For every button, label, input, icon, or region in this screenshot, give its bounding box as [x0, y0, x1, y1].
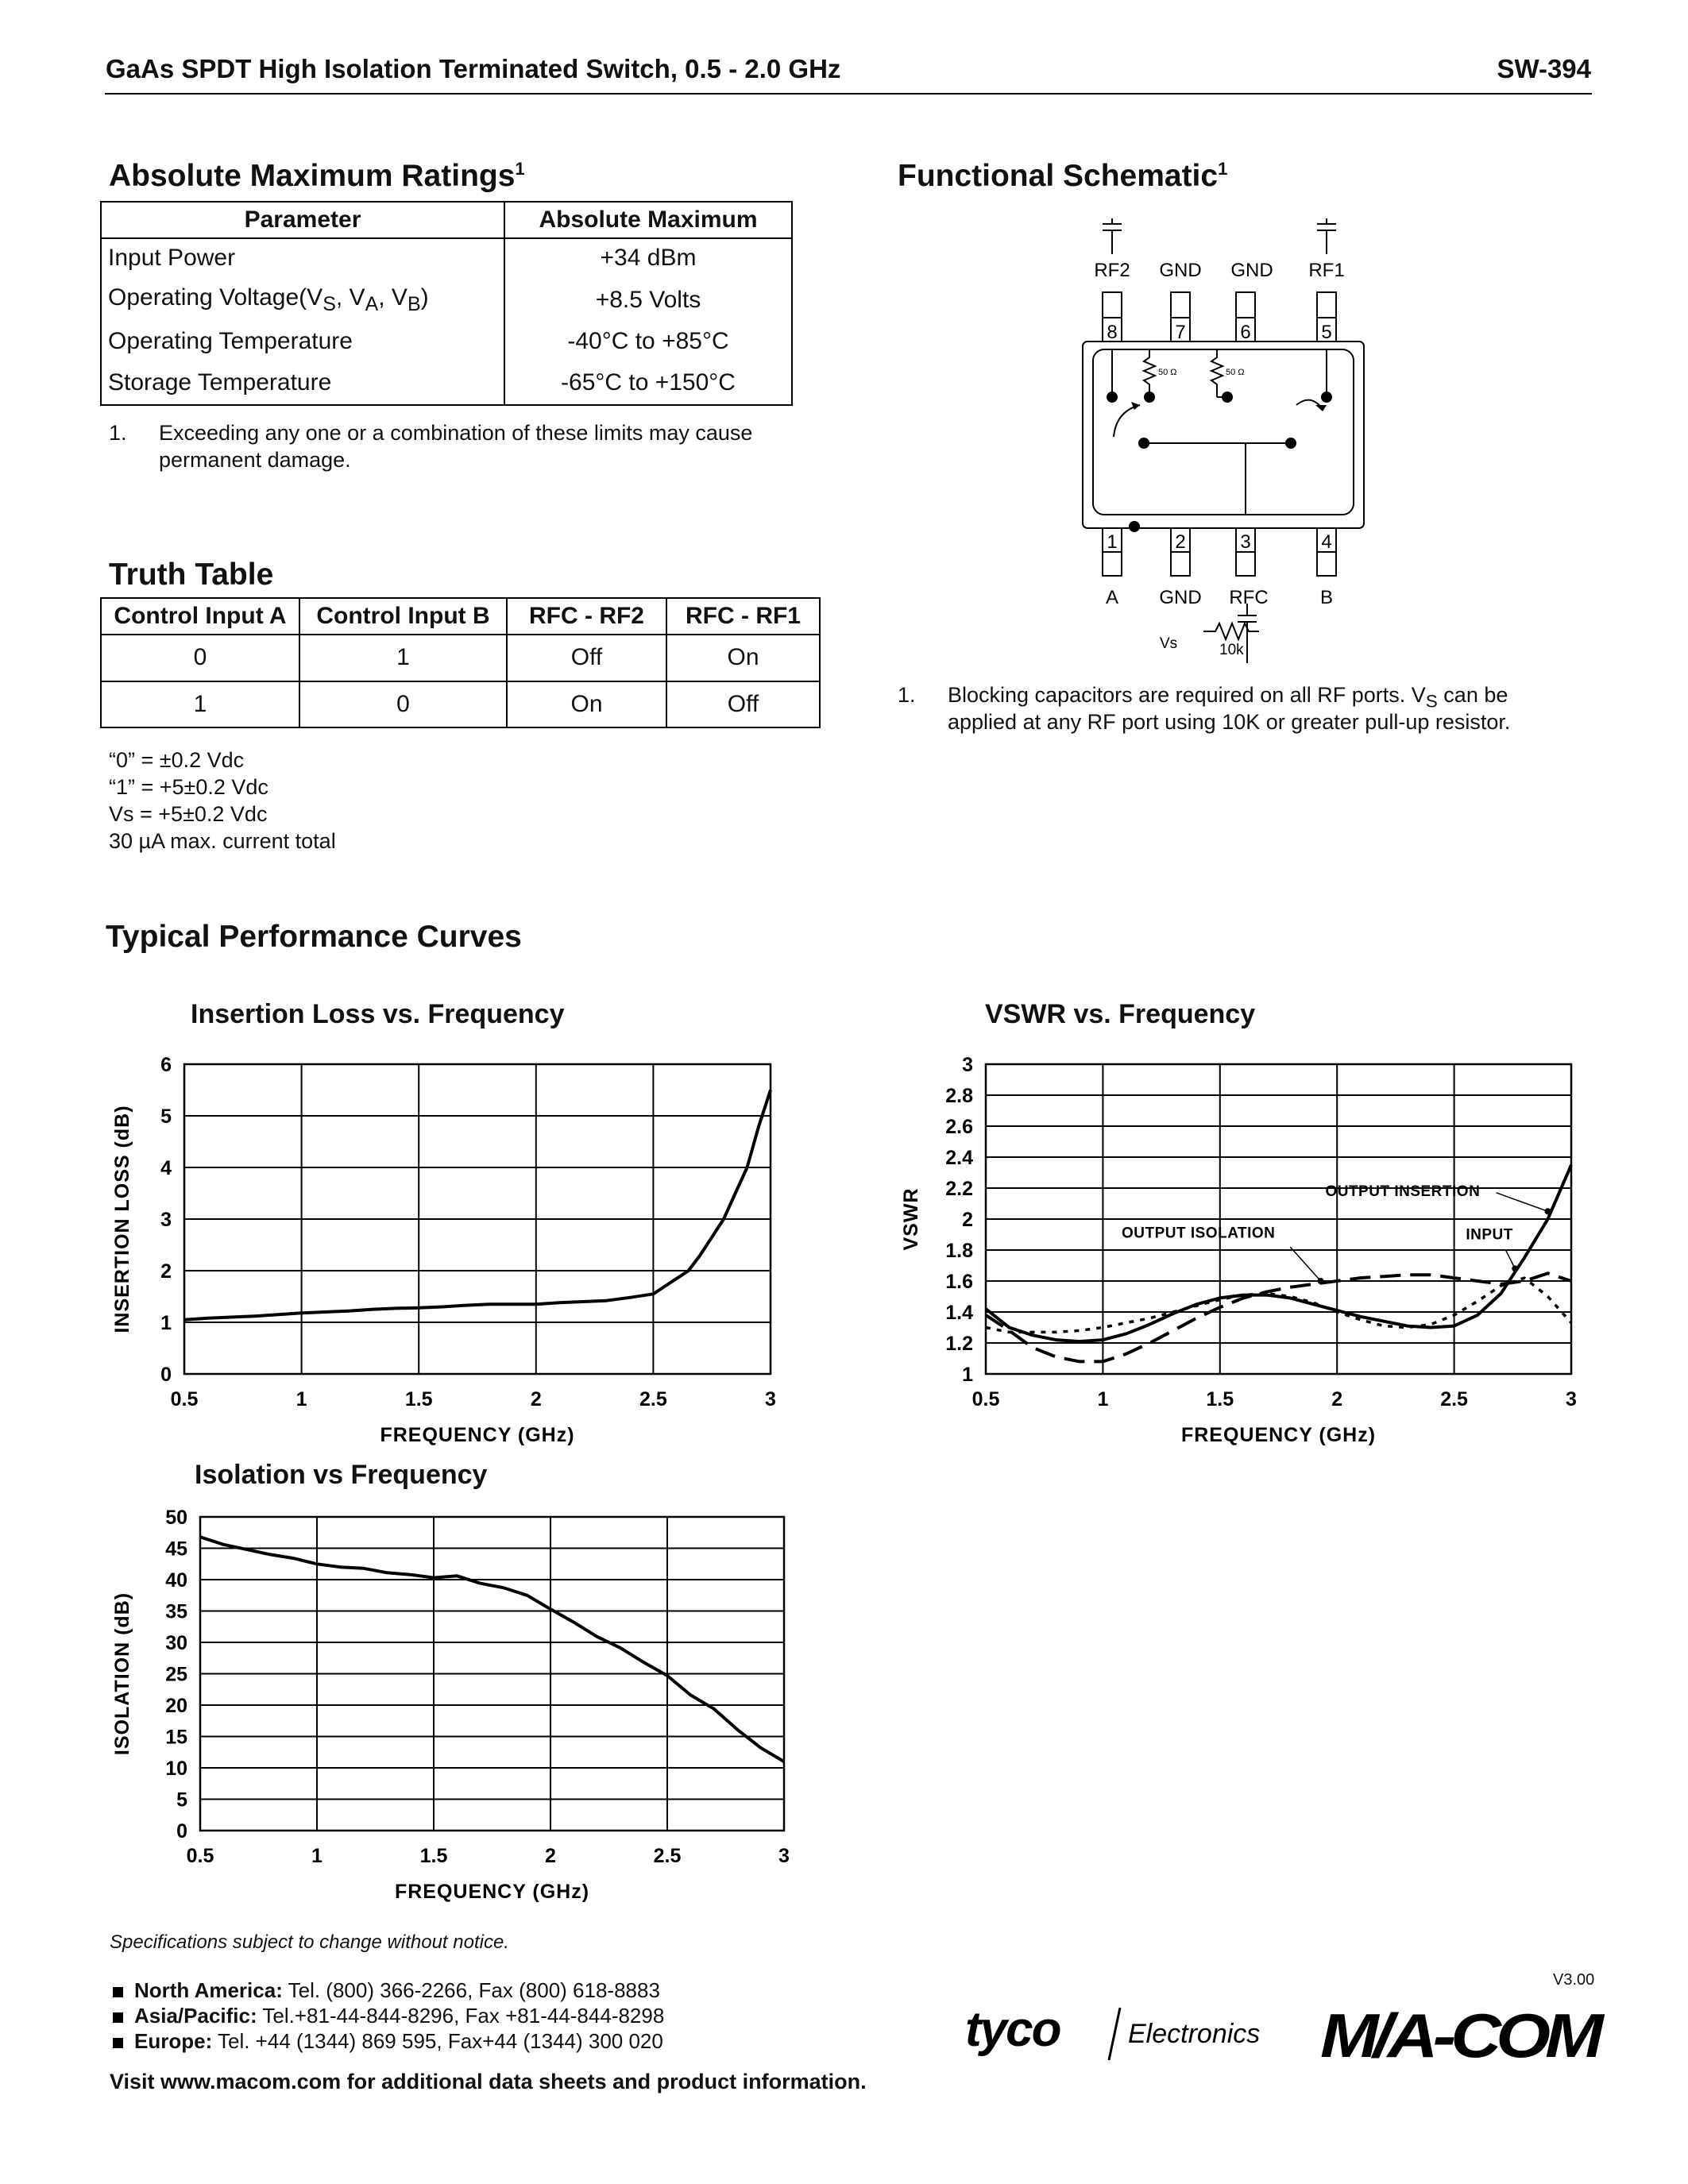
- schematic-pin: 6: [1240, 322, 1251, 343]
- schematic-label-rf2: RF2: [1094, 260, 1130, 281]
- schematic-note-number: 1.: [898, 683, 916, 707]
- version: V3.00: [1553, 1971, 1595, 1989]
- contact-info: Tel.+81-44-844-8296, Fax +81-44-844-8298: [262, 2004, 665, 2028]
- schematic-label-rfc: RFC: [1229, 587, 1269, 608]
- ratings-title: [109, 159, 525, 194]
- truth-note: “1” = +5±0.2 Vdc: [109, 775, 268, 799]
- annotation-label: OUTPUT ISOLATION: [1121, 1225, 1276, 1242]
- x-tick-label: 3: [1566, 1388, 1577, 1410]
- schematic-title: [898, 159, 1227, 194]
- resistor-label: 50 Ω: [1226, 368, 1245, 377]
- spec-note: Specifications subject to change without notice.: [110, 1931, 509, 1953]
- ratings-param-operating-voltage: Operating $Voltage(V_S$, $V_A$, $V_B$): [101, 277, 504, 322]
- contact-info: Tel. +44 (1344) 869 595, Fax+44 (1344) 300 020: [218, 2029, 663, 2053]
- x-tick-label: 2.5: [1440, 1388, 1468, 1410]
- contact-info: Tel. (800) 366-2266, Fax (800) 618-8883: [288, 1978, 660, 2002]
- truth-cell: 0: [101, 635, 299, 681]
- truth-table: [100, 597, 821, 728]
- schematic-note: [898, 681, 1613, 737]
- y-axis-label: ISOLATION (dB): [111, 1592, 133, 1756]
- y-tick-label: 1.6: [945, 1271, 973, 1293]
- truth-cell: 0: [299, 681, 507, 728]
- y-tick-label: 10: [165, 1758, 187, 1780]
- contact-region: Europe:: [134, 2029, 213, 2053]
- truth-note: “0” = ±0.2 Vdc: [109, 748, 245, 772]
- truth-notes: [109, 747, 336, 855]
- schematic-pin: 7: [1175, 322, 1186, 343]
- schematic-pin: 3: [1240, 531, 1251, 553]
- truth-cell: Off: [507, 635, 666, 681]
- annotation-label: INPUT: [1466, 1226, 1513, 1244]
- x-tick-label: 3: [778, 1845, 790, 1867]
- electronics-logo-text: Electronics: [1128, 2019, 1261, 2049]
- ratings-table: [100, 201, 793, 406]
- ratings-title-text: Absolute Maximum Ratings: [109, 159, 516, 193]
- truth-col-rfc-rf1: RFC - RF1: [666, 598, 820, 635]
- truth-cell: On: [507, 681, 666, 728]
- ratings-param-operating-temp: Operating Temperature: [101, 322, 504, 361]
- y-tick-label: 2.4: [945, 1147, 973, 1169]
- y-tick-label: 20: [165, 1695, 187, 1717]
- schematic-label-gnd7: GND: [1159, 260, 1202, 281]
- ratings-note-number: 1.: [109, 421, 127, 445]
- macom-logo-text: M/A-COM: [1320, 2001, 1606, 2070]
- isolation-chart: [111, 1493, 810, 1906]
- truth-note: Vs = +5±0.2 Vdc: [109, 802, 268, 826]
- ratings-col-parameter: Parameter: [101, 202, 504, 238]
- x-tick-label: 1.5: [419, 1845, 448, 1867]
- x-tick-label: 1: [295, 1388, 307, 1410]
- annotation-leader: [1290, 1247, 1320, 1281]
- y-tick-label: 1: [962, 1364, 973, 1386]
- insertion-loss-title: Insertion Loss vs. Frequency: [191, 999, 565, 1029]
- schematic-label-gnd2: GND: [1159, 587, 1202, 608]
- ratings-value-operating-voltage: +8.5 Volts: [595, 286, 701, 313]
- functional-schematic: [1064, 206, 1414, 667]
- schematic-pin: 4: [1321, 531, 1332, 553]
- annotation-arrowhead: [1318, 1278, 1324, 1284]
- y-tick-label: 1.4: [945, 1302, 973, 1324]
- x-tick-label: 1.5: [404, 1388, 433, 1410]
- bullet-icon: [113, 2038, 123, 2048]
- y-tick-label: 1.2: [945, 1333, 973, 1355]
- part-number: SW-394: [1497, 54, 1591, 83]
- tyco-logo-text: tyco: [965, 2002, 1060, 2057]
- ratings-param-storage-temp: Storage Temperature: [101, 361, 504, 405]
- y-tick-label: 5: [160, 1106, 172, 1128]
- schematic-title-text: Functional Schematic: [898, 159, 1219, 193]
- truth-col-input-b: Control Input B: [299, 598, 507, 635]
- series-line: [200, 1537, 784, 1761]
- ratings-param-input-power: Input Power: [101, 238, 504, 277]
- performance-title: Typical Performance Curves: [106, 920, 522, 954]
- y-tick-label: 0: [160, 1364, 172, 1386]
- x-tick-label: 2: [530, 1388, 542, 1410]
- x-tick-label: 1.5: [1206, 1388, 1234, 1410]
- contact-asia-pacific: [113, 2003, 664, 2028]
- y-tick-label: 0: [176, 1820, 187, 1843]
- x-axis-label: FREQUENCY (GHz): [380, 1424, 575, 1445]
- y-tick-label: 40: [165, 1569, 187, 1592]
- x-tick-label: 2: [545, 1845, 556, 1867]
- contact-region: North America:: [134, 1978, 283, 2002]
- document-title: GaAs SPDT High Isolation Terminated Switch, 0.5 - 2.0 GHz: [106, 54, 841, 83]
- schematic-note-line2: applied at any RF port using 10K or greater pull-up resistor.: [948, 710, 1511, 734]
- series-line: [184, 1090, 771, 1320]
- y-tick-label: 4: [160, 1157, 172, 1179]
- y-tick-label: 2.2: [945, 1178, 973, 1200]
- y-tick-label: 15: [165, 1726, 187, 1749]
- y-tick-label: 25: [165, 1663, 187, 1686]
- contact-north-america: [113, 1978, 664, 2003]
- y-tick-label: 1: [160, 1312, 172, 1334]
- vswr-title: VSWR vs. Frequency: [985, 999, 1256, 1029]
- ratings-value-operating-temp: -40°C to +85°C: [567, 327, 729, 354]
- contact-region: Asia/Pacific:: [134, 2004, 257, 2028]
- x-tick-label: 1: [1097, 1388, 1109, 1410]
- x-tick-label: 0.5: [971, 1388, 1000, 1410]
- ratings-value-storage-temp: -65°C to +150°C: [561, 369, 736, 396]
- vs-label: Vs: [1160, 635, 1178, 652]
- y-tick-label: 5: [176, 1788, 187, 1812]
- contacts: [113, 1978, 664, 2054]
- x-tick-label: 0.5: [170, 1388, 199, 1410]
- truth-cell: 1: [101, 681, 299, 728]
- ratings-col-absmax: Absolute Maximum: [504, 202, 792, 238]
- x-tick-label: 3: [765, 1388, 776, 1410]
- header-rule: [105, 93, 1592, 95]
- y-axis-label: INSERTION LOSS (dB): [111, 1105, 133, 1333]
- x-tick-label: 2.5: [639, 1388, 667, 1410]
- ratings-note: [109, 419, 808, 475]
- contact-europe: [113, 2028, 664, 2054]
- ratings-value-input-power: +34 dBm: [600, 245, 697, 272]
- y-axis-label: VSWR: [900, 1187, 922, 1251]
- insertion-loss-chart: [111, 1032, 802, 1445]
- truth-cell: On: [666, 635, 820, 681]
- series-line-output-insertion: [986, 1165, 1571, 1341]
- macom-logo: [1319, 1992, 1620, 2079]
- y-tick-label: 30: [165, 1632, 187, 1654]
- truth-title: Truth Table: [109, 558, 274, 592]
- ratings-note-text: Exceeding any one or a combination of these limits may cause permanent damage.: [159, 421, 753, 472]
- schematic-pin: 5: [1321, 322, 1332, 343]
- schematic-label-gnd6: GND: [1230, 260, 1273, 281]
- schematic-pin: 2: [1175, 531, 1186, 553]
- ratings-title-footnote: 1: [515, 159, 525, 179]
- annotation-label: OUTPUT INSERTION: [1325, 1183, 1481, 1200]
- truth-col-rfc-rf2: RFC - RF2: [507, 598, 666, 635]
- y-tick-label: 50: [165, 1507, 187, 1529]
- y-tick-label: 3: [160, 1209, 172, 1231]
- bullet-icon: [113, 1987, 123, 1997]
- y-tick-label: 2.8: [945, 1085, 973, 1107]
- y-tick-label: 45: [165, 1538, 187, 1561]
- vswr-chart: [882, 1032, 1581, 1445]
- x-tick-label: 0.5: [186, 1845, 214, 1867]
- isolation-title: Isolation vs Frequency: [195, 1460, 488, 1490]
- schematic-label-rf1: RF1: [1308, 260, 1345, 281]
- visit-website-text: Visit www.macom.com for additional data sheets and product information.: [110, 2070, 867, 2093]
- x-axis-label: FREQUENCY (GHz): [1180, 1424, 1377, 1445]
- bullet-icon: [113, 2012, 123, 2023]
- y-tick-label: 6: [160, 1054, 172, 1076]
- y-tick-label: 35: [165, 1600, 187, 1623]
- series-line-output-isolation: [986, 1273, 1571, 1361]
- y-tick-label: 2: [160, 1260, 172, 1283]
- x-axis-label: FREQUENCY (GHz): [394, 1881, 590, 1903]
- schematic-label-a: A: [1105, 587, 1119, 608]
- schematic-pin: 1: [1107, 531, 1118, 553]
- truth-note: 30 µA max. current total: [109, 829, 336, 853]
- x-tick-label: 2.5: [653, 1845, 682, 1867]
- annotation-arrowhead: [1512, 1265, 1518, 1271]
- x-tick-label: 1: [311, 1845, 323, 1867]
- y-tick-label: 2.6: [945, 1116, 973, 1138]
- y-tick-label: 1.8: [945, 1240, 973, 1262]
- schematic-label-b: B: [1319, 587, 1334, 608]
- truth-col-input-a: Control Input A: [101, 598, 299, 635]
- tyco-electronics-logo: [961, 2000, 1295, 2063]
- schematic-title-footnote: 1: [1218, 159, 1228, 179]
- schematic-note-line1: Blocking capacitors are required on all RF ports. $V_S$ can be: [948, 683, 1508, 712]
- y-tick-label: 3: [962, 1054, 973, 1076]
- annotation-arrowhead: [1545, 1208, 1551, 1214]
- x-tick-label: 2: [1331, 1388, 1343, 1410]
- series-line-input: [986, 1278, 1571, 1332]
- truth-cell: 1: [299, 635, 507, 681]
- annotation-leader: [1497, 1193, 1548, 1211]
- schematic-pin: 8: [1107, 322, 1118, 343]
- truth-cell: Off: [666, 681, 820, 728]
- y-tick-label: 2: [962, 1209, 973, 1231]
- pullup-label: 10k: [1219, 642, 1244, 658]
- resistor-label: 50 Ω: [1158, 368, 1177, 377]
